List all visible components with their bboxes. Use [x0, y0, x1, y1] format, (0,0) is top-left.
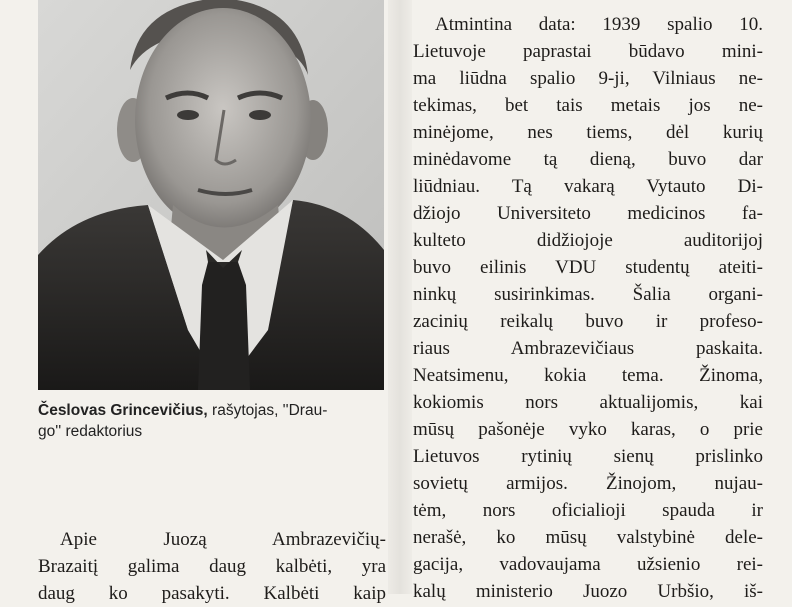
right-line: tekimas, bet tais metais jos ne-	[413, 95, 763, 116]
right-line: Lietuvos rytinių sienų prislinko	[413, 446, 763, 467]
right-line: kokiomis nors aktualijomis, kai	[413, 392, 763, 413]
right-line: tėm, nors oficialioji spauda ir	[413, 500, 763, 521]
right-line: sovietų armijos. Žinojom, nujau-	[413, 473, 763, 494]
left-line: Apie Juozą Ambrazevičių-	[60, 529, 386, 550]
right-line: Neatsimenu, kokia tema. Žinoma,	[413, 365, 763, 386]
left-column-text	[38, 526, 386, 607]
right-line: gacija, vadovaujama užsienio rei-	[413, 554, 763, 575]
right-line: zacinių reikalų buvo ir profeso-	[413, 311, 763, 332]
right-line: džiojo Universiteto medicinos fa-	[413, 203, 763, 224]
caption-line-2: go'' redaktorius	[38, 423, 143, 440]
right-line: mūsų pašonėje vyko karas, o prie	[413, 419, 763, 440]
right-line: kulteto didžiojoje auditorijoj	[413, 230, 763, 251]
left-line: Brazaitį galima daug kalbėti, yra	[38, 556, 386, 577]
right-column-text	[413, 11, 763, 605]
right-line: buvo eilinis VDU studentų ateiti-	[413, 257, 763, 278]
caption-role: rašytojas, ''Drau-	[207, 402, 328, 419]
right-line: minėdavome tą dieną, buvo dar	[413, 149, 763, 170]
right-line: riaus Ambrazevičiaus paskaita.	[413, 338, 763, 359]
portrait-photo	[38, 0, 384, 390]
right-line: nerašė, ko mūsų valstybinė dele-	[413, 527, 763, 548]
right-line: kalų ministerio Juozo Urbšio, iš-	[413, 581, 763, 602]
caption-line-1	[38, 400, 388, 421]
right-line: ma liūdna spalio 9-ji, Vilniaus ne-	[413, 68, 763, 89]
right-line: ninkų susirinkimas. Šalia organi-	[413, 284, 763, 305]
right-line: liūdniau. Tą vakarą Vytauto Di-	[413, 176, 763, 197]
caption-name: Česlovas Grincevičius,	[38, 402, 208, 419]
left-line: daug ko pasakyti. Kalbėti kaip	[38, 583, 386, 604]
page-gutter-shadow	[388, 0, 412, 594]
right-line: Atmintina data: 1939 spalio 10.	[435, 14, 763, 35]
photo-caption	[38, 400, 388, 442]
right-line: Lietuvoje paprastai būdavo mini-	[413, 41, 763, 62]
right-line: minėjome, nes tiems, dėl kurių	[413, 122, 763, 143]
